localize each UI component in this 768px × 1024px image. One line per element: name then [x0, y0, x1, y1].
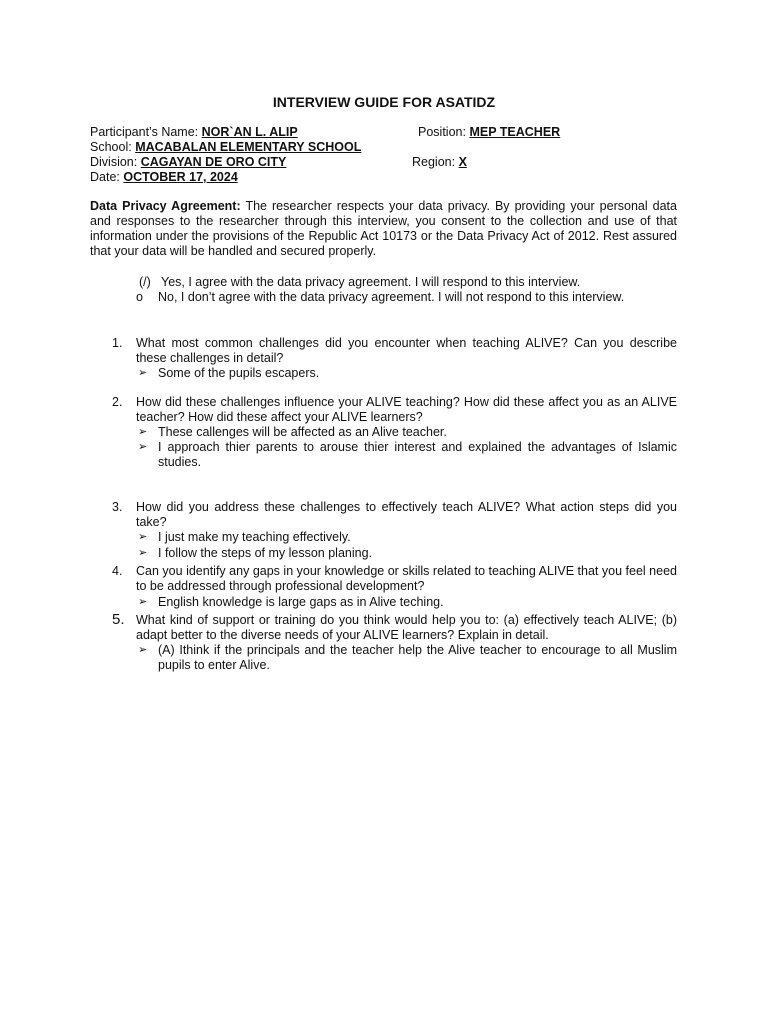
date-value: OCTOBER 17, 2024	[123, 170, 238, 184]
answer-item: These callenges will be affected as an Alive teacher.	[158, 425, 447, 439]
participant-name-label: Participant’s Name:	[90, 125, 199, 139]
privacy-paragraph	[90, 199, 677, 259]
consent-yes-mark: (/)	[139, 275, 151, 289]
answer-item: English knowledge is large gaps as in Alive teching.	[158, 595, 444, 609]
position-label: Position:	[418, 125, 466, 139]
question-number: 5.	[112, 611, 125, 628]
division-label: Division:	[90, 155, 138, 169]
consent-no-text: No, I don’t agree with the data privacy agreement. I will not respond to this interview.	[158, 290, 625, 304]
privacy-text: The researcher respects your data privacy. By providing your personal data and responses to the researcher through this interview, you consent to the collection and use of that information under the provisions of the Republic Act 10173 or the Data Privacy Act of 2012. Rest assured that your data will be handled and secured properly.	[90, 199, 677, 258]
division-row	[90, 155, 286, 170]
participant-name-row	[90, 125, 298, 140]
answer-item: I just make my teaching effectively.	[158, 530, 351, 544]
school-row	[90, 140, 361, 155]
region-label: Region:	[412, 155, 456, 169]
question-text: How did you address these challenges to effectively teach ALIVE? What action steps did you take?	[136, 500, 677, 529]
division-value: CAGAYAN DE ORO CITY	[140, 155, 287, 169]
answer-item: (A) Ithink if the principals and the teacher help the Alive teacher to encourage to all Muslim pupils to enter Alive.	[158, 643, 677, 672]
bullet-arrow-icon: ➢	[138, 531, 148, 543]
document-title: INTERVIEW GUIDE FOR ASATIDZ	[272, 94, 496, 110]
answer-item: I follow the steps of my lesson planing.	[158, 546, 373, 560]
consent-no-mark: o	[136, 290, 143, 304]
bullet-arrow-icon: ➢	[138, 426, 148, 438]
question-number: 3.	[112, 500, 123, 514]
question-number: 2.	[112, 395, 123, 409]
bullet-arrow-icon: ➢	[138, 441, 148, 453]
bullet-arrow-icon: ➢	[138, 547, 148, 559]
question-text: What kind of support or training do you think would help you to: (a) effectively teach ALIVE; (b) adapt better to the diverse needs of your ALIVE learners? Explain in detail.	[136, 613, 677, 642]
school-label: School:	[90, 140, 132, 154]
question-number: 4.	[112, 564, 123, 578]
question-text: What most common challenges did you encounter when teaching ALIVE? Can you describe these challenges in detail?	[136, 336, 677, 365]
question-text: How did these challenges influence your ALIVE teaching? How did these affect you as an ALIVE teacher? How did these affect your ALIVE learners?	[136, 395, 677, 424]
date-row	[90, 170, 238, 185]
answer-item: Some of the pupils escapers.	[158, 366, 320, 380]
bullet-arrow-icon: ➢	[138, 596, 148, 608]
participant-name-value: NOR`AN L. ALIP	[201, 125, 298, 139]
bullet-arrow-icon: ➢	[138, 644, 148, 656]
bullet-arrow-icon: ➢	[138, 367, 148, 379]
position-row	[418, 125, 560, 140]
question-number: 1.	[112, 336, 123, 350]
region-value: X	[458, 155, 467, 169]
date-label: Date:	[90, 170, 120, 184]
answer-item: I approach thier parents to arouse thier interest and explained the advantages of Islamic studies.	[158, 440, 677, 469]
privacy-heading: Data Privacy Agreement:	[90, 199, 241, 213]
consent-yes-text: Yes, I agree with the data privacy agreement. I will respond to this interview.	[161, 275, 581, 289]
question-text: Can you identify any gaps in your knowledge or skills related to teaching ALIVE that you feel need to be addressed through professional development?	[136, 564, 677, 593]
region-row	[412, 155, 467, 170]
position-value: MEP TEACHER	[469, 125, 561, 139]
school-value: MACABALAN ELEMENTARY SCHOOL	[135, 140, 362, 154]
